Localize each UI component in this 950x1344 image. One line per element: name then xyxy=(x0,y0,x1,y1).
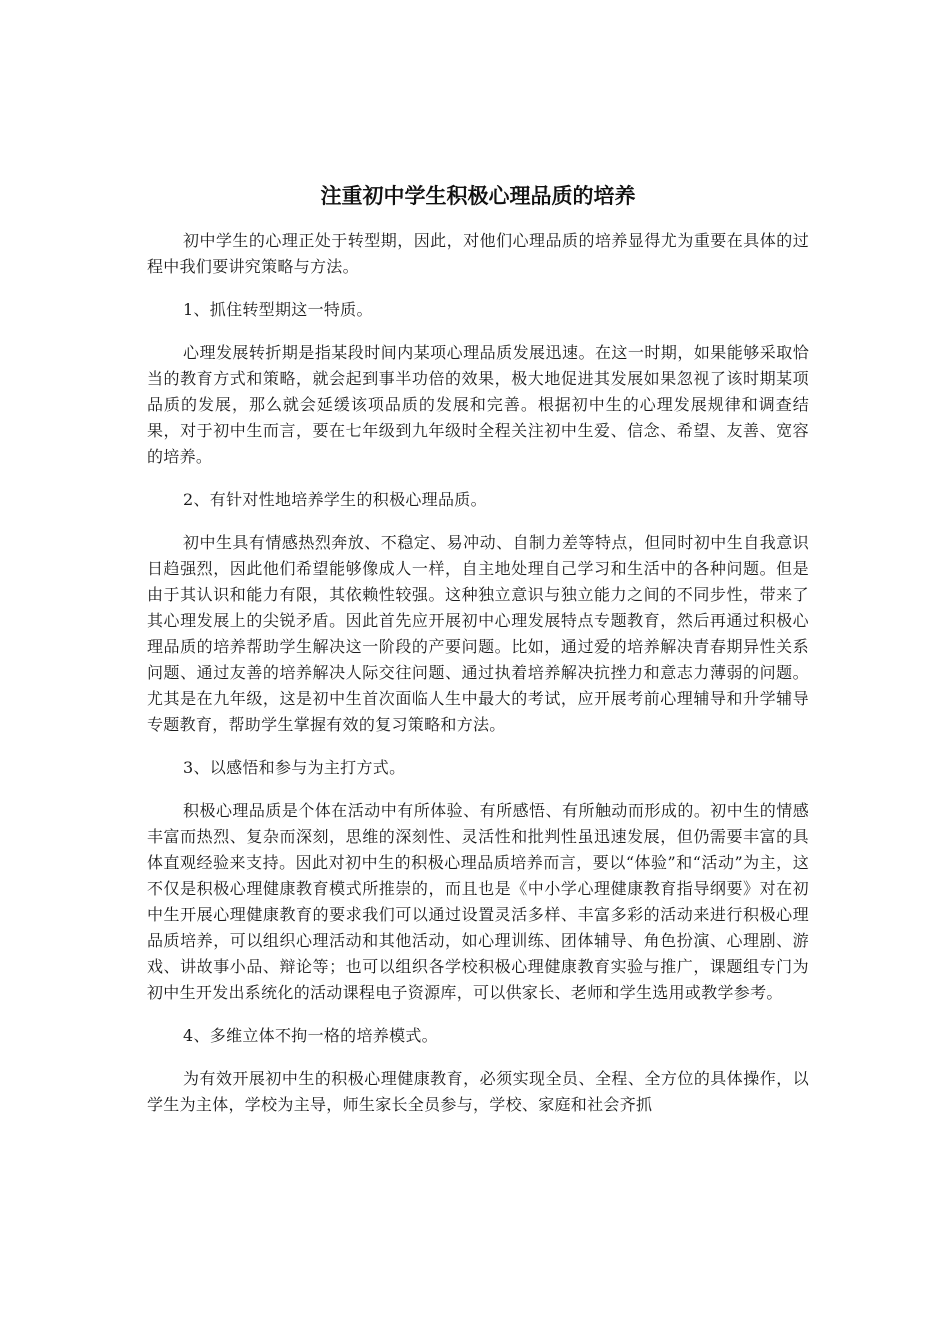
section-heading-3: 3、以感悟和参与为主打方式。 xyxy=(183,758,406,777)
document-title: 注重初中学生积极心理品质的培养 xyxy=(320,184,636,208)
section-paragraph-3: 积极心理品质是个体在活动中有所体验、有所感悟、有所触动而形成的。初中生的情感丰富而热烈、复杂而深刻，思维的深刻性、灵活性和批判性虽迅速发展，但仍需要丰富的具体直观经验来支持。因此对初中生的积极心理品质培养而言，要以“体验”和“活动”为主，这不仅是积极心理健康教育模式所推崇的，而且也是《中小学心理健康教育指导纲要》对在初中生开展心理健康教育的要求我们可以通过设置灵活多样、丰富多彩的活动来进行积极心理品质培养，可以组织心理活动和其他活动，如心理训练、团体辅导、角色扮演、心理剧、游戏、讲故事小品、辩论等；也可以组织各学校积极心理健康教育实验与推广，课题组专门为初中生开发出系统化的活动课程电子资源库，可以供家长、老师和学生选用或教学参考。 xyxy=(147,801,809,1002)
section-paragraph-2: 初中生具有情感热烈奔放、不稳定、易冲动、自制力差等特点，但同时初中生自我意识日趋强烈，因此他们希望能够像成人一样，自主地处理自己学习和生活中的各种问题。但是由于其认识和能力有限，其依赖性较强。这种独立意识与独立能力之间的不同步性，带来了其心理发展上的尖锐矛盾。因此首先应开展初中心理发展特点专题教育，然后再通过积极心理品质的培养帮助学生解决这一阶段的产要问题。比如，通过爱的培养解决青春期异性关系问题、通过友善的培养解决人际交往问题、通过执着培养解决抗挫力和意志力薄弱的问题。尤其是在九年级，这是初中生首次面临人生中最大的考试，应开展考前心理辅导和升学辅导专题教育，帮助学生掌握有效的复习策略和方法。 xyxy=(147,533,809,734)
intro-paragraph: 初中学生的心理正处于转型期，因此，对他们心理品质的培养显得尤为重要在具体的过程中我们要讲究策略与方法。 xyxy=(147,231,809,276)
section-heading-4: 4、多维立体不拘一格的培养模式。 xyxy=(183,1026,438,1045)
section-paragraph-4: 为有效开展初中生的积极心理健康教育，必须实现全员、全程、全方位的具体操作，以学生为主体，学校为主导，师生家长全员参与，学校、家庭和社会齐抓 xyxy=(147,1069,809,1114)
section-heading-1: 1、抓住转型期这一特质。 xyxy=(183,300,373,319)
document-page xyxy=(147,178,809,1135)
section-paragraph-1: 心理发展转折期是指某段时间内某项心理品质发展迅速。在这一时期，如果能够采取恰当的教育方式和策略，就会起到事半功倍的效果，极大地促进其发展如果忽视了该时期某项品质的发展，那么就会延缓该项品质的发展和完善。根据初中生的心理发展规律和调查结果，对于初中生而言，要在七年级到九年级时全程关注初中生爱、信念、希望、友善、宽容的培养。 xyxy=(147,343,809,466)
section-heading-2: 2、有针对性地培养学生的积极心理品质。 xyxy=(183,490,487,509)
